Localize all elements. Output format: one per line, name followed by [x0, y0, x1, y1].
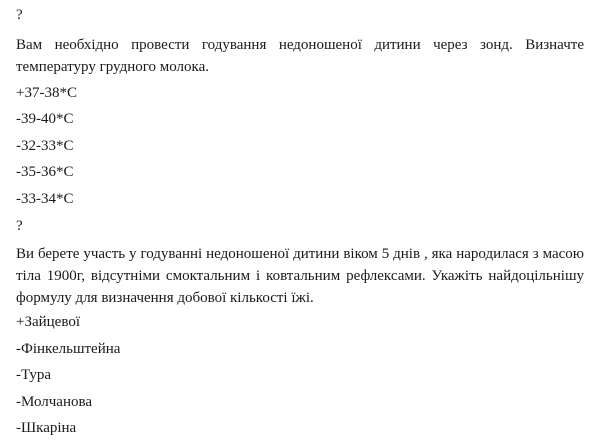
question-2-option-1: +Зайцевої [16, 314, 80, 330]
question-1-option-2: -39-40*С [16, 111, 74, 127]
question-2-option-4: -Молчанова [16, 394, 93, 410]
question-2-marker: ? [16, 218, 23, 234]
question-2-option-2: -Фінкельштейна [16, 341, 121, 357]
question-1-option-4: -35-36*С [16, 164, 74, 180]
question-1-option-1: +37-38*С [16, 85, 77, 101]
question-1-option-3: -32-33*С [16, 138, 74, 154]
question-2-option-5: -Шкаріна [16, 420, 77, 436]
question-1-text: Вам необхідно провести годування недоношеної дитини через зонд. Визначте температуру грудного молока. [16, 37, 584, 75]
question-1-option-5: -33-34*С [16, 191, 74, 207]
question-1-marker: ? [16, 7, 23, 23]
question-2-text: Ви берете участь у годуванні недоношеної дитини віком 5 днів , яка народилася з масою тіла 1900г, відсутніми смоктальним і ковтальним рефлексами. Укажіть найдоцільнішу формулу для визначення добової кількості їжі. [16, 246, 584, 306]
question-2-option-3: -Тура [16, 367, 52, 383]
